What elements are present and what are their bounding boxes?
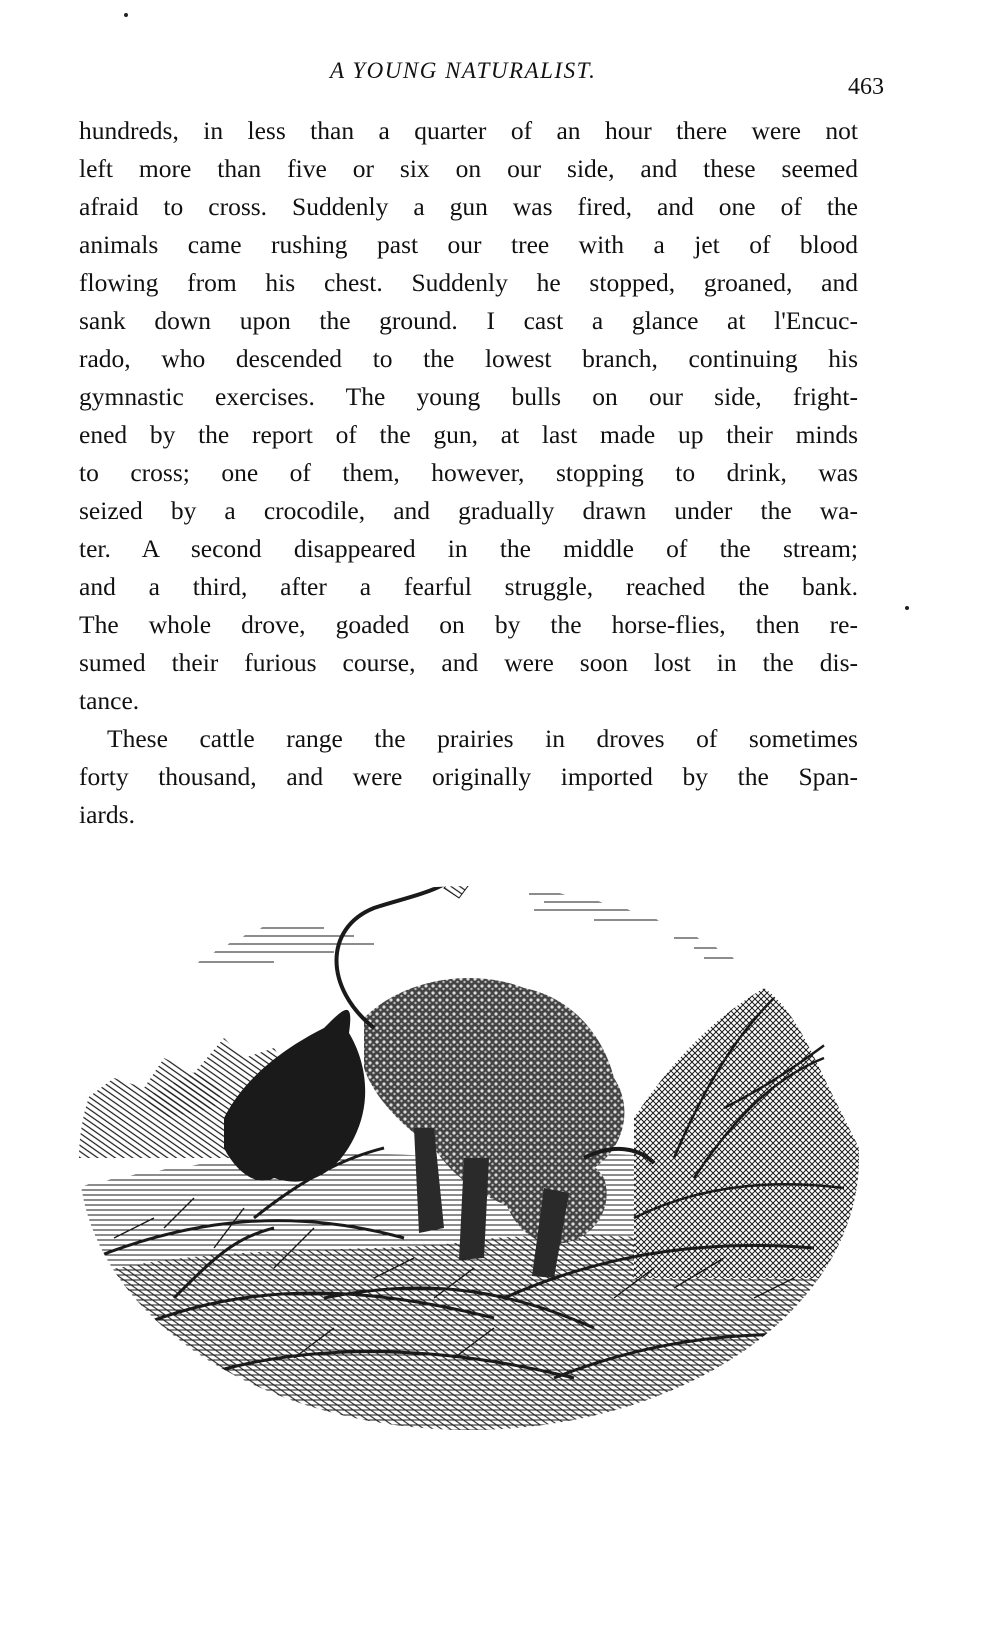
text-line: afraid to cross. Suddenly a gun was fired, and one of the xyxy=(79,192,858,221)
text-line: animals came rushing past our tree with a jet of blood xyxy=(79,230,858,259)
text-line: gymnastic exercises. The young bulls on our side, fright- xyxy=(79,382,858,411)
page-number: 463 xyxy=(848,74,884,100)
text-line: to cross; one of them, however, stopping to drink, was xyxy=(79,458,858,487)
engraving-bull-in-thicket-icon xyxy=(74,858,864,1430)
text-line: hundreds, in less than a quarter of an hour there were not xyxy=(79,116,858,145)
text-line: seized by a crocodile, and gradually drawn under the wa- xyxy=(79,496,858,525)
running-title: A YOUNG NATURALIST. xyxy=(330,58,597,83)
text-line: tance. xyxy=(79,686,140,715)
text-line: and a third, after a fearful struggle, reached the bank. xyxy=(79,572,858,601)
text-line: These cattle range the prairies in droves of sometimes xyxy=(107,724,858,753)
text-line: sumed their furious course, and were soon lost in the dis- xyxy=(79,648,858,677)
text-line: iards. xyxy=(79,800,135,829)
body-text xyxy=(79,112,858,834)
print-speck xyxy=(905,606,909,610)
text-line: ened by the report of the gun, at last made up their minds xyxy=(79,420,858,449)
text-line: forty thousand, and were originally imported by the Span- xyxy=(79,762,858,791)
text-line: sank down upon the ground. I cast a glance at l'Encuc- xyxy=(79,306,858,335)
paragraph xyxy=(79,112,858,720)
print-speck xyxy=(124,13,128,17)
text-line: ter. A second disappeared in the middle of the stream; xyxy=(79,534,858,563)
illustration-scene xyxy=(74,863,864,1430)
text-line: flowing from his chest. Suddenly he stopped, groaned, and xyxy=(79,268,858,297)
paragraph xyxy=(79,720,858,834)
text-line: rado, who descended to the lowest branch, continuing his xyxy=(79,344,858,373)
text-line: left more than five or six on our side, and these seemed xyxy=(79,154,858,183)
text-line: The whole drove, goaded on by the horse-flies, then re- xyxy=(79,610,858,639)
